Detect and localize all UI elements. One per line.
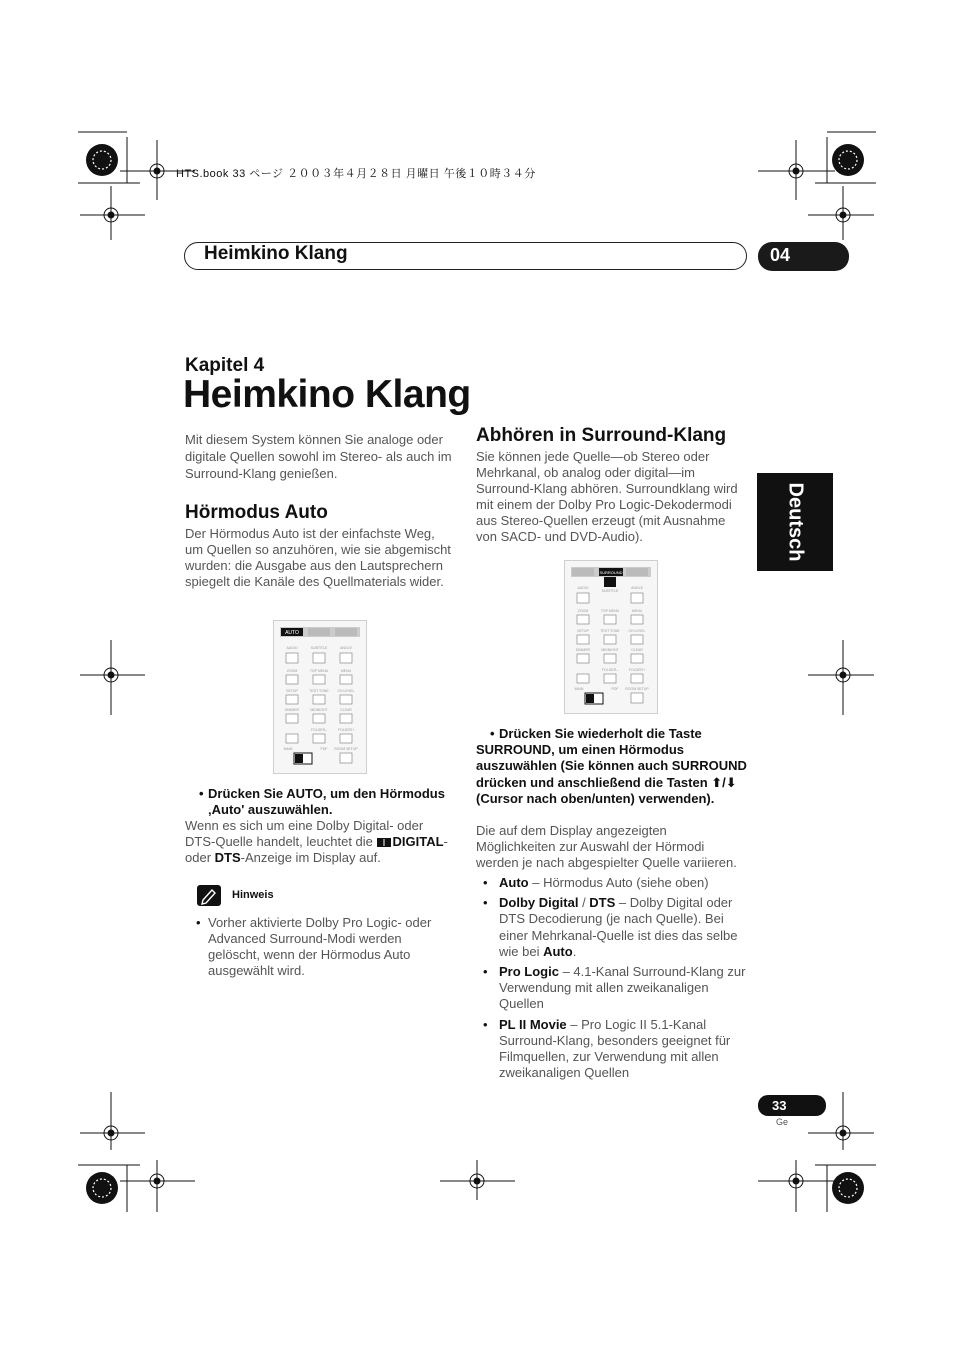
- section-body-surround: Sie können jede Quelle—ob Stereo oder Mehrkanal, ob analog oder digital—im Surround-Klang abhören. Surroundklang wird mit einem der Dolby Pro Logic-Dekodermodi aus Stereo-Quellen erzeugt (mit Ausnahme von SACD- und DVD-Audio).: [476, 449, 738, 544]
- intro-text: Mit diesem System können Sie analoge oder digitale Quellen sowohl im Stereo- als auch im Surround-Klang genießen.: [185, 432, 452, 481]
- svg-text:MIDNIGHT: MIDNIGHT: [601, 648, 619, 652]
- svg-text:ANGLE: ANGLE: [631, 586, 643, 590]
- mode-item-pl2-movie: • PL II Movie – Pro Logic II 5.1-Kanal Surround-Klang, besonders geeignet für Filmquellen, zur Verwendung mit allen zweikanaligen Quellen: [483, 1016, 731, 1081]
- chapter-title: Heimkino Klang: [183, 373, 471, 416]
- svg-text:ZOOM: ZOOM: [577, 609, 589, 613]
- svg-text:DIMMER: DIMMER: [284, 708, 300, 712]
- instruction-auto-text: Drücken Sie AUTO, um den Hörmodus ‚Auto' auszuwählen.: [208, 786, 445, 818]
- svg-text:ROOM SETUP: ROOM SETUP: [625, 687, 649, 691]
- section-title-surround: Abhören in Surround-Klang: [476, 425, 727, 446]
- page-number: 33: [758, 1095, 826, 1116]
- svg-text:TOP MENU: TOP MENU: [309, 669, 329, 673]
- svg-text:TOP MENU: TOP MENU: [600, 609, 620, 613]
- note-label: Hinweis: [232, 889, 274, 901]
- svg-text:CLEAR: CLEAR: [340, 708, 352, 712]
- chapter-label: Kapitel 4: [185, 355, 265, 376]
- note-item: • Vorher aktivierte Dolby Pro Logic- oder Advanced Surround-Modi werden gelöscht, wenn der Hörmodus Auto ausgewählt wird.: [193, 915, 453, 979]
- svg-text:ANGLE: ANGLE: [340, 646, 352, 650]
- explain-auto-2: - oder: [185, 834, 448, 865]
- svg-text:DIMMER: DIMMER: [575, 648, 591, 652]
- svg-text:SETUP: SETUP: [286, 689, 298, 693]
- remote-surround-label: SURROUND: [599, 570, 623, 575]
- svg-text:MENU: MENU: [340, 669, 352, 673]
- svg-text:PDF: PDF: [611, 687, 619, 691]
- section-body-auto: Der Hörmodus Auto ist der einfachste Weg, um Quellen so anzuhören, wie sie abgemischt wurden: die Ausgabe aus den Lautsprechern spiegelt die Kanäle des Quellmaterials wider.: [185, 526, 451, 589]
- svg-text:ROOM SETUP: ROOM SETUP: [334, 747, 358, 751]
- svg-text:FOLDER+: FOLDER+: [337, 728, 355, 732]
- explain-auto-3: -Anzeige im Display auf.: [240, 850, 381, 865]
- mode-item-auto: • Auto – Hörmodus Auto (siehe oben): [483, 875, 709, 890]
- pencil-glyph: [197, 885, 221, 906]
- svg-text:MAIN: MAIN: [574, 687, 584, 691]
- note-text: Vorher aktivierte Dolby Pro Logic- oder Advanced Surround-Modi werden gelöscht, wenn der Hörmodus Auto ausgewählt wird.: [208, 915, 432, 978]
- explain-auto-dd: DIGITAL: [392, 834, 444, 849]
- mode-list: [475, 875, 749, 1085]
- explain-auto-1: Wenn es sich um eine Dolby Digital- oder DTS-Quelle handelt, leuchtet die: [185, 818, 424, 849]
- remote-illustration-surround: [564, 560, 658, 714]
- explain-surround: Die auf dem Display angezeigten Möglichkeiten zur Auswahl der Hörmodi werden je nach abgespielter Quelle variieren.: [476, 823, 737, 870]
- page-language-code: Ge: [776, 1117, 789, 1127]
- print-header: HTS.book 33 ページ ２００３年４月２８日 月曜日 午後１０時３４分: [176, 168, 536, 180]
- svg-text:ZOOM: ZOOM: [286, 669, 298, 673]
- chapter-number-badge: 04: [758, 242, 849, 271]
- header-title: Heimkino Klang: [204, 243, 348, 264]
- language-tab: [757, 473, 833, 571]
- svg-text:AUDIO: AUDIO: [577, 586, 589, 590]
- remote-svg-surround: [565, 561, 657, 713]
- language-tab-label: Deutsch: [784, 482, 807, 562]
- svg-text:CH LEVEL: CH LEVEL: [628, 629, 646, 633]
- svg-text:FOLDER+: FOLDER+: [628, 668, 646, 672]
- svg-text:CLEAR: CLEAR: [631, 648, 643, 652]
- remote-svg-auto: [274, 621, 366, 773]
- svg-text:MENU: MENU: [631, 609, 643, 613]
- instruction-surround: • Drücken Sie wiederholt die Taste SURROUND, um einen Hörmodus auszuwählen (Sie können auch SURROUND drücken und anschließend die Tasten ⬆/⬇ (Cursor nach oben/unten) verwenden).: [476, 726, 750, 807]
- svg-text:CH LEVEL: CH LEVEL: [337, 689, 355, 693]
- pencil-note-icon: [197, 885, 221, 906]
- svg-text:TEST TONE: TEST TONE: [600, 629, 620, 633]
- svg-text:TEST TONE: TEST TONE: [309, 689, 329, 693]
- svg-text:SUBTITLE: SUBTITLE: [601, 589, 619, 593]
- svg-text:MAIN: MAIN: [283, 747, 293, 751]
- svg-text:AUDIO: AUDIO: [286, 646, 298, 650]
- explain-auto: [185, 818, 457, 866]
- svg-text:MIDNIGHT: MIDNIGHT: [310, 708, 328, 712]
- mode-item-dolby-dts: • Dolby Digital / DTS – Dolby Digital oder DTS Decodierung (je nach Quelle). Bei einer Mehrkanal-Quelle ist dies das selbe wie bei Auto.: [483, 895, 738, 959]
- section-title-auto: Hörmodus Auto: [185, 502, 328, 523]
- instruction-auto: • Drücken Sie AUTO, um den Hörmodus ‚Auto' auszuwählen.: [185, 786, 455, 818]
- mode-item-pro-logic: • Pro Logic – 4.1-Kanal Surround-Klang zur Verwendung mit allen zweikanaligen Quellen: [483, 964, 746, 1012]
- remote-auto-label: AUTO: [285, 630, 299, 636]
- remote-illustration-auto: [273, 620, 367, 774]
- svg-text:FOLDER–: FOLDER–: [310, 728, 328, 732]
- svg-text:SETUP: SETUP: [577, 629, 589, 633]
- svg-text:FOLDER–: FOLDER–: [601, 668, 619, 672]
- explain-auto-dts: DTS: [214, 850, 241, 865]
- dolby-double-d-icon: [377, 838, 391, 847]
- instruction-surround-text: Drücken Sie wiederholt die Taste SURROUND, um einen Hörmodus auszuwählen (Sie können auch SURROUND drücken und anschließend die Tasten ⬆/⬇ (Cursor nach oben/unten) verwenden).: [476, 726, 747, 806]
- svg-text:PDF: PDF: [320, 747, 328, 751]
- svg-text:SUBTITLE: SUBTITLE: [310, 646, 328, 650]
